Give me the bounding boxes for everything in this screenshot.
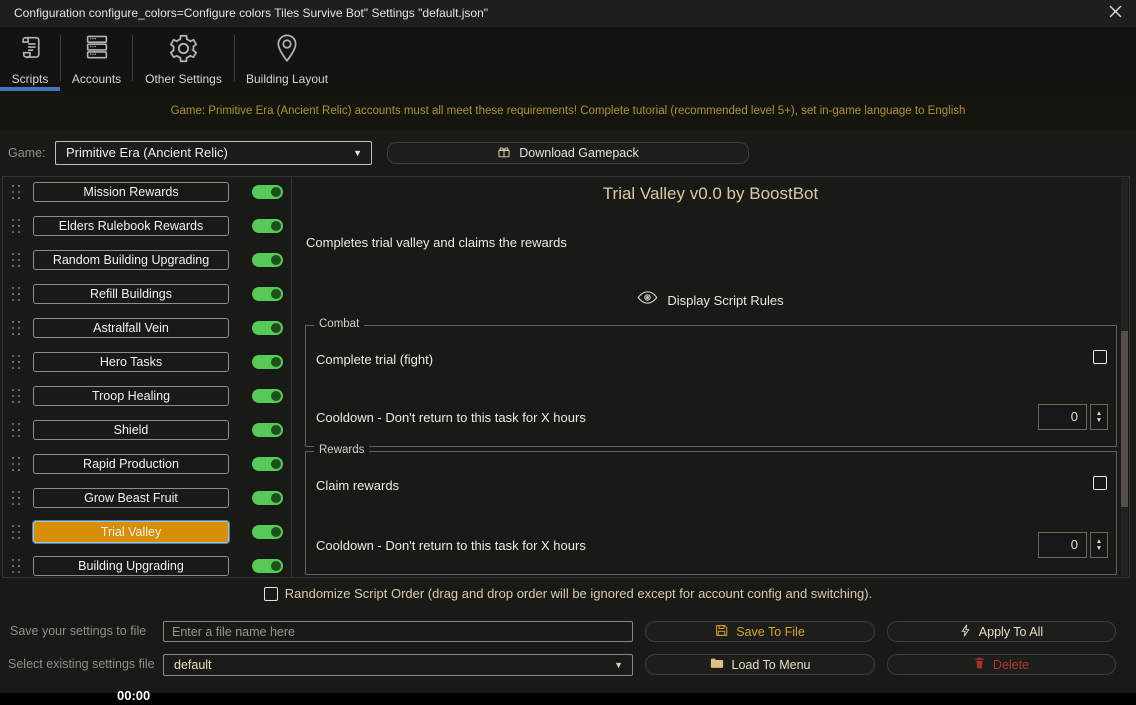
script-row bbox=[3, 556, 291, 576]
title-bar bbox=[0, 0, 1136, 27]
script-toggle[interactable] bbox=[252, 559, 283, 573]
script-row bbox=[3, 352, 291, 372]
rewards-cooldown-label: Cooldown - Don't return to this task for X hours bbox=[316, 538, 586, 553]
script-row bbox=[3, 182, 291, 202]
save-to-file-button[interactable] bbox=[645, 621, 875, 642]
tab-label: Other Settings bbox=[145, 72, 222, 86]
save-to-file-label: Save To File bbox=[736, 624, 805, 639]
tab-bar bbox=[0, 27, 1136, 91]
claim-rewards-label: Claim rewards bbox=[316, 478, 400, 493]
drag-handle-icon[interactable] bbox=[9, 522, 23, 542]
script-row bbox=[3, 250, 291, 270]
close-button[interactable] bbox=[1100, 0, 1130, 27]
tab-label: Building Layout bbox=[245, 72, 329, 86]
script-button[interactable]: Grow Beast Fruit bbox=[33, 488, 229, 508]
trash-icon bbox=[974, 657, 985, 672]
tab-label: Scripts bbox=[11, 72, 49, 86]
caret-down-icon: ▼ bbox=[614, 660, 623, 670]
drag-handle-icon[interactable] bbox=[9, 284, 23, 304]
close-icon bbox=[1109, 5, 1122, 23]
script-row bbox=[3, 318, 291, 338]
script-toggle[interactable] bbox=[252, 219, 283, 233]
download-gamepack-button[interactable] bbox=[387, 142, 749, 164]
drag-handle-icon[interactable] bbox=[9, 182, 23, 202]
script-button[interactable]: Shield bbox=[33, 420, 229, 440]
scroll-icon bbox=[15, 32, 45, 67]
load-to-menu-button[interactable] bbox=[645, 654, 875, 675]
delete-label: Delete bbox=[992, 657, 1030, 672]
map-pin-icon bbox=[271, 32, 303, 69]
warning-text: Game: Primitive Era (Ancient Relic) accounts must all meet these requirements! Complete tutorial (recommended level 5+), set in-game language to English bbox=[170, 105, 966, 117]
script-toggle[interactable] bbox=[252, 321, 283, 335]
drag-handle-icon[interactable] bbox=[9, 250, 23, 270]
script-toggle[interactable] bbox=[252, 457, 283, 471]
display-script-rules-button[interactable] bbox=[292, 290, 1129, 310]
script-row bbox=[3, 454, 291, 474]
script-button[interactable]: Hero Tasks bbox=[33, 352, 229, 372]
script-toggle[interactable] bbox=[252, 355, 283, 369]
folder-icon bbox=[710, 657, 724, 672]
script-detail-panel bbox=[291, 177, 1129, 577]
randomize-checkbox[interactable] bbox=[264, 587, 278, 601]
eye-icon bbox=[637, 290, 658, 310]
floppy-icon bbox=[715, 624, 728, 640]
apply-to-all-label: Apply To All bbox=[978, 624, 1044, 639]
script-toggle[interactable] bbox=[252, 185, 283, 199]
bolt-icon bbox=[960, 624, 971, 640]
delete-button[interactable] bbox=[887, 654, 1116, 675]
spin-down-icon[interactable]: ▼ bbox=[1095, 417, 1103, 424]
randomize-script-order-row bbox=[0, 586, 1136, 601]
script-button[interactable]: Elders Rulebook Rewards bbox=[33, 216, 229, 236]
warning-strip bbox=[0, 91, 1136, 131]
combat-group bbox=[305, 318, 1117, 447]
script-button[interactable]: Astralfall Vein bbox=[33, 318, 229, 338]
drag-handle-icon[interactable] bbox=[9, 318, 23, 338]
combat-cooldown-stepper[interactable] bbox=[1090, 404, 1108, 430]
drag-handle-icon[interactable] bbox=[9, 386, 23, 406]
settings-file-select[interactable] bbox=[163, 654, 633, 676]
game-label: Game: bbox=[8, 146, 46, 160]
script-button[interactable]: Rapid Production bbox=[33, 454, 229, 474]
tab-building-layout[interactable] bbox=[235, 27, 339, 91]
content-region bbox=[2, 176, 1130, 578]
load-to-menu-label: Load To Menu bbox=[731, 657, 811, 672]
settings-file-value: default bbox=[174, 658, 212, 672]
drag-handle-icon[interactable] bbox=[9, 454, 23, 474]
combat-group-legend: Combat bbox=[314, 318, 364, 330]
window-title: Configuration configure_colors=Configure colors Tiles Survive Bot" Settings "default.json" bbox=[14, 6, 489, 20]
script-row bbox=[3, 386, 291, 406]
rewards-cooldown-input[interactable]: 0 bbox=[1038, 532, 1087, 558]
script-toggle[interactable] bbox=[252, 287, 283, 301]
servers-icon bbox=[82, 32, 112, 67]
drag-handle-icon[interactable] bbox=[9, 216, 23, 236]
rewards-group bbox=[305, 444, 1117, 575]
script-row bbox=[3, 488, 291, 508]
tab-label: Accounts bbox=[71, 72, 122, 86]
combat-cooldown-label: Cooldown - Don't return to this task for X hours bbox=[316, 410, 586, 425]
spin-up-icon[interactable]: ▲ bbox=[1095, 538, 1103, 545]
script-button[interactable]: Trial Valley bbox=[33, 521, 229, 543]
script-button[interactable]: Mission Rewards bbox=[33, 182, 229, 202]
select-settings-label: Select existing settings file bbox=[8, 657, 155, 671]
script-list bbox=[3, 177, 291, 577]
spin-up-icon[interactable]: ▲ bbox=[1095, 410, 1103, 417]
rewards-cooldown-stepper[interactable] bbox=[1090, 532, 1108, 558]
script-toggle[interactable] bbox=[252, 253, 283, 267]
script-toggle[interactable] bbox=[252, 491, 283, 505]
script-toggle[interactable] bbox=[252, 423, 283, 437]
complete-trial-checkbox[interactable] bbox=[1093, 350, 1107, 364]
script-row bbox=[3, 420, 291, 440]
save-settings-label: Save your settings to file bbox=[10, 624, 147, 638]
script-row bbox=[3, 522, 291, 542]
drag-handle-icon[interactable] bbox=[9, 556, 23, 576]
tab-scripts[interactable] bbox=[0, 27, 60, 91]
script-button[interactable]: Building Upgrading bbox=[33, 556, 229, 576]
clipped-bottom-text: 00:00 bbox=[117, 688, 151, 703]
script-button[interactable]: Random Building Upgrading bbox=[33, 250, 229, 270]
gift-icon bbox=[497, 145, 511, 162]
game-select-value: Primitive Era (Ancient Relic) bbox=[66, 145, 228, 160]
apply-to-all-button[interactable] bbox=[887, 621, 1116, 642]
script-button[interactable]: Refill Buildings bbox=[33, 284, 229, 304]
script-toggle[interactable] bbox=[252, 525, 283, 539]
drag-handle-icon[interactable] bbox=[9, 488, 23, 508]
script-title: Trial Valley v0.0 by BoostBot bbox=[602, 184, 819, 203]
drag-handle-icon[interactable] bbox=[9, 420, 23, 440]
game-select[interactable] bbox=[55, 141, 372, 165]
gear-icon bbox=[167, 32, 200, 70]
script-toggle[interactable] bbox=[252, 389, 283, 403]
script-description: Completes trial valley and claims the rewards bbox=[306, 235, 567, 250]
complete-trial-label: Complete trial (fight) bbox=[316, 352, 434, 367]
download-gamepack-label: Download Gamepack bbox=[519, 146, 639, 160]
script-row bbox=[3, 216, 291, 236]
randomize-label: Randomize Script Order (drag and drop order will be ignored except for account config and switching). bbox=[284, 586, 873, 601]
spin-down-icon[interactable]: ▼ bbox=[1095, 545, 1103, 552]
tab-other-settings[interactable] bbox=[133, 27, 234, 91]
file-name-input[interactable] bbox=[163, 621, 633, 642]
script-button[interactable]: Troop Healing bbox=[33, 386, 229, 406]
tab-accounts[interactable] bbox=[61, 27, 132, 91]
rewards-group-legend: Rewards bbox=[314, 444, 369, 456]
display-script-rules-label: Display Script Rules bbox=[667, 292, 784, 308]
combat-cooldown-input[interactable]: 0 bbox=[1038, 404, 1087, 430]
drag-handle-icon[interactable] bbox=[9, 352, 23, 372]
script-row bbox=[3, 284, 291, 304]
claim-rewards-checkbox[interactable] bbox=[1093, 476, 1107, 490]
caret-down-icon: ▼ bbox=[353, 148, 362, 158]
